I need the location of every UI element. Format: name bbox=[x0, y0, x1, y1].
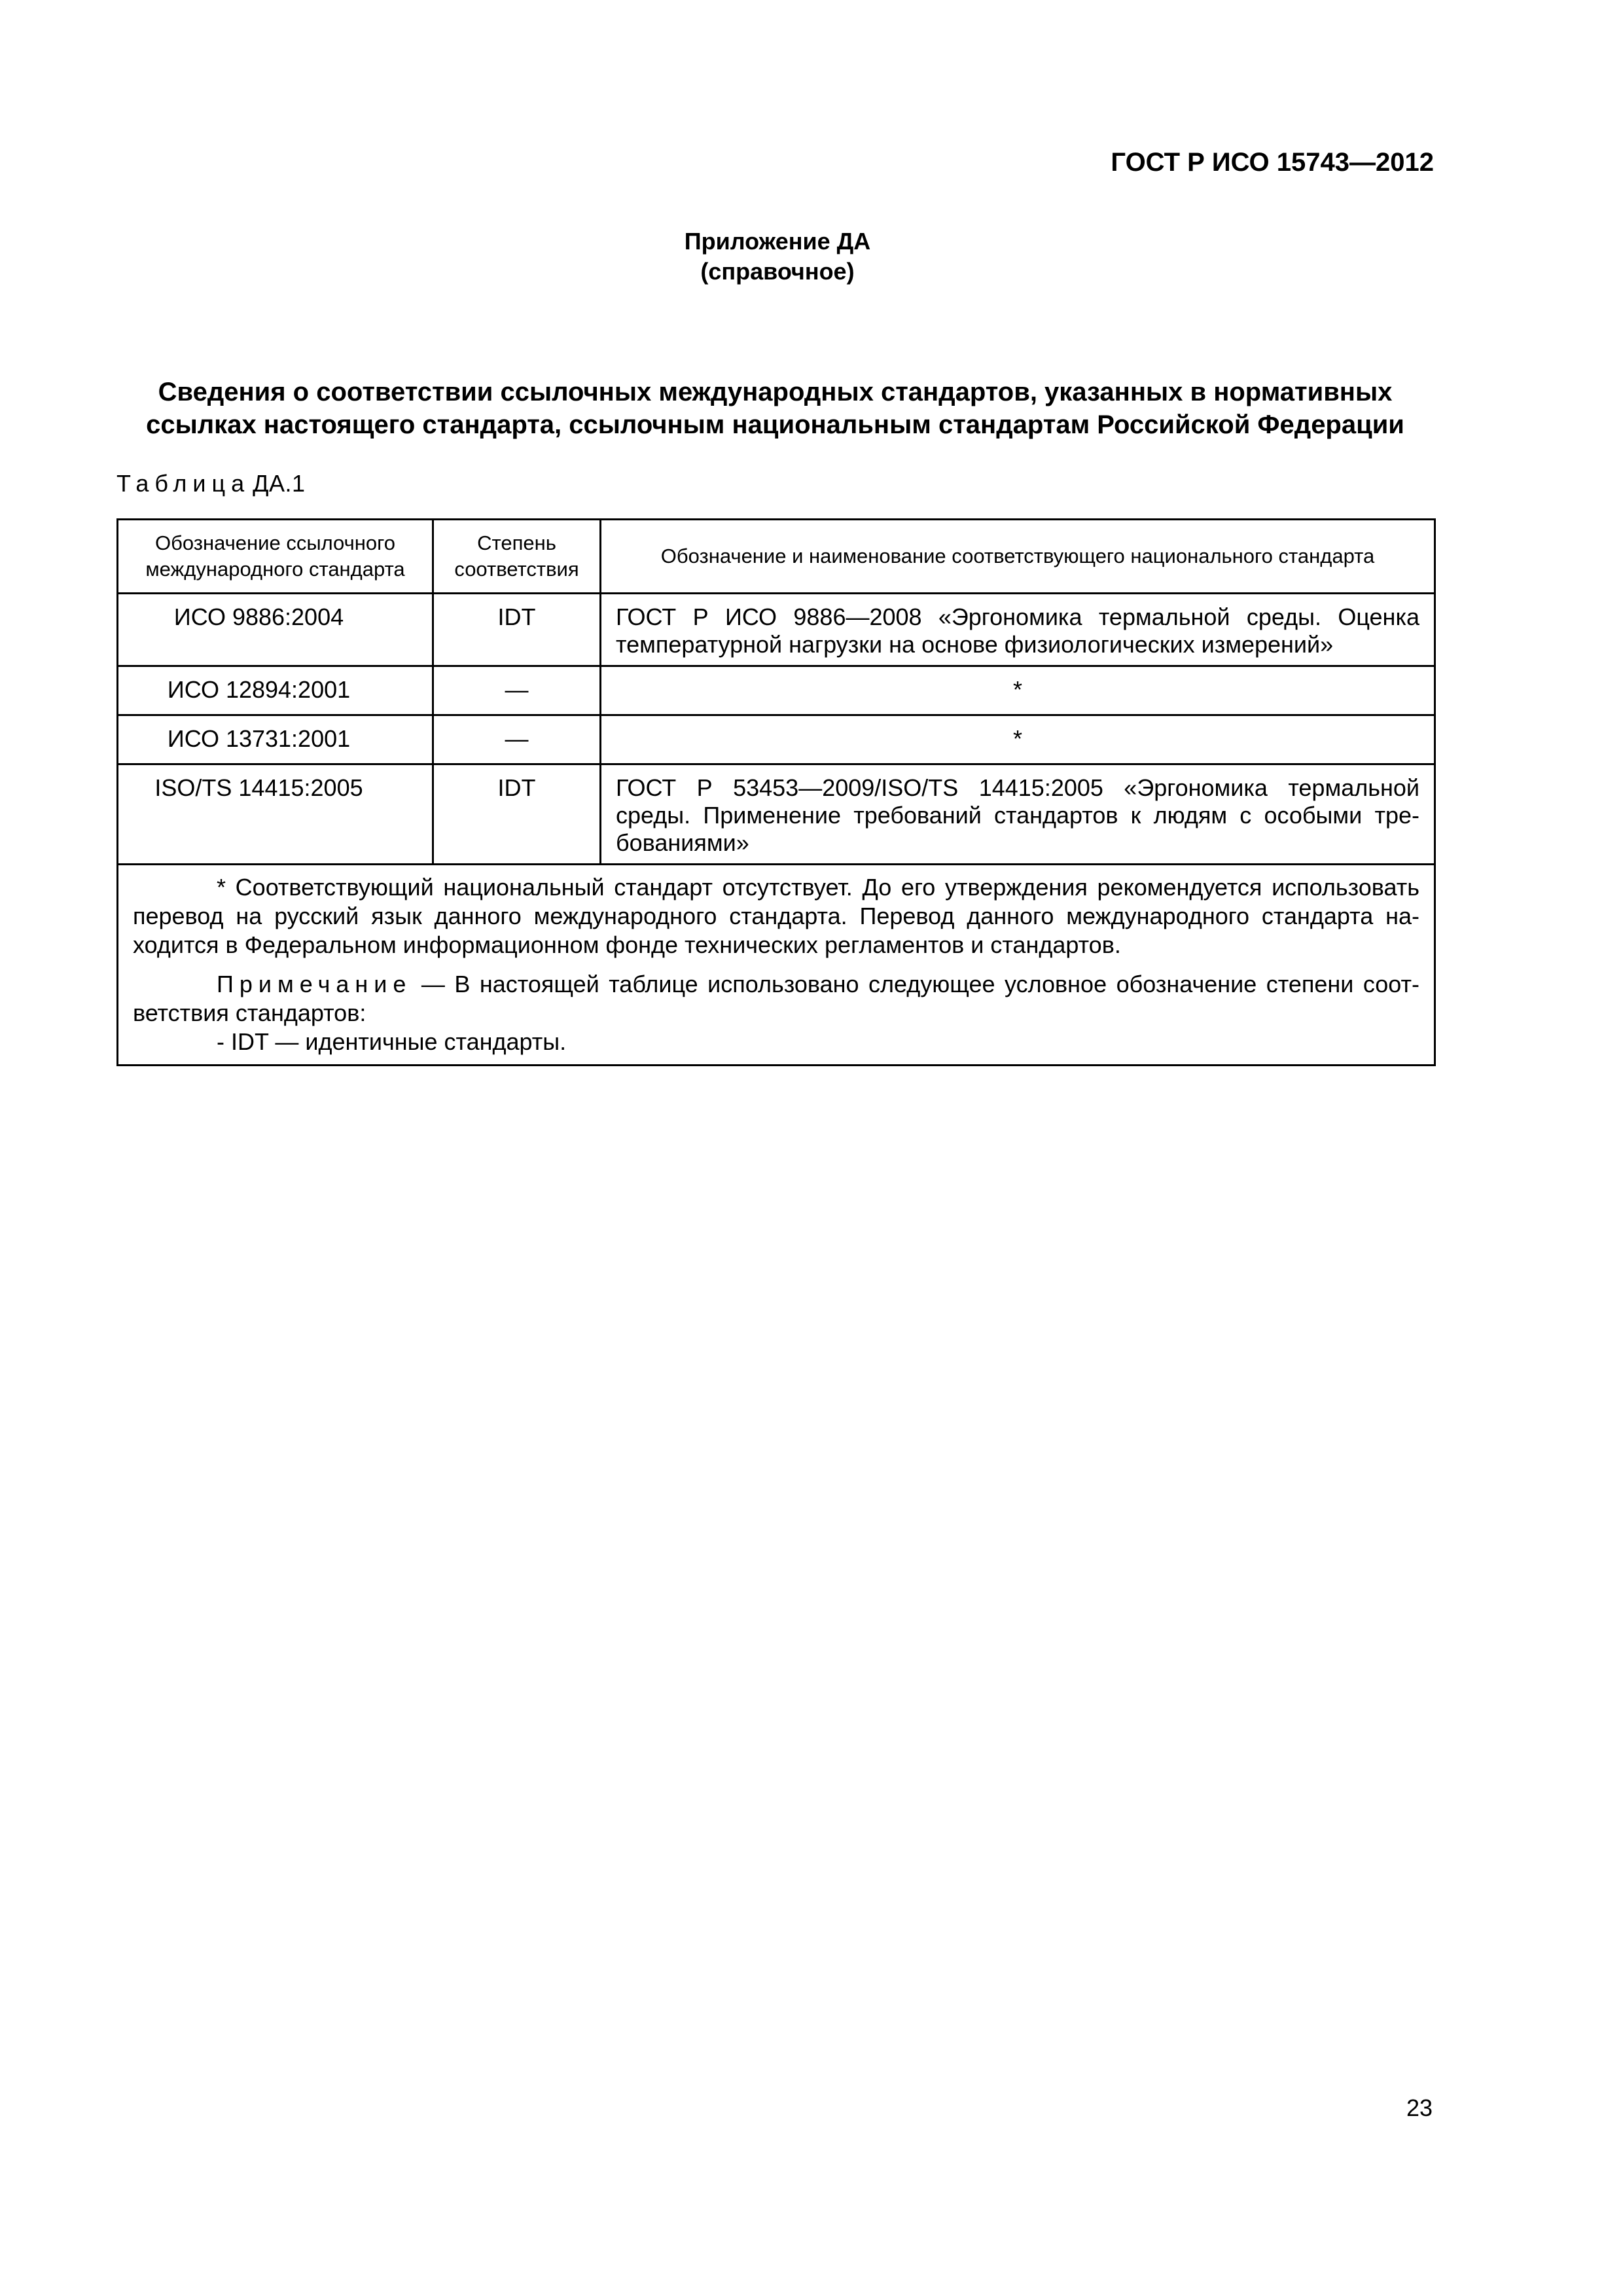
appendix-type: (справочное) bbox=[700, 258, 855, 285]
cell-national-standard: * bbox=[601, 666, 1435, 715]
cell-national-standard: ГОСТ Р 53453—2009/ISO/TS 14415:2005 «Эргономика термальной среды. Применение требований стандартов к людям с особыми тре-бованиями» bbox=[601, 764, 1435, 865]
note-label: Примечание bbox=[217, 971, 412, 997]
heading-line-2: ссылках настоящего стандарта, ссылочным национальным стандартам Российской Федерации bbox=[146, 410, 1404, 439]
cell-intl-standard: ИСО 13731:2001 bbox=[118, 715, 433, 764]
heading-line-1: Сведения о соответствии ссылочных международных стандартов, указанных в нормативных bbox=[158, 378, 1393, 406]
table-row bbox=[118, 666, 1435, 715]
table-row bbox=[118, 764, 1435, 865]
header-intl-standard: Обозначение ссылочного международного стандарта bbox=[118, 520, 433, 594]
header-national-standard: Обозначение и наименование соответствующего национального стандарта bbox=[601, 520, 1435, 594]
section-heading bbox=[116, 376, 1434, 441]
table-footer bbox=[118, 865, 1435, 1066]
cell-degree: IDT bbox=[433, 764, 601, 865]
appendix-title bbox=[0, 226, 1555, 287]
cell-degree: IDT bbox=[433, 594, 601, 666]
table-caption-word: Таблица bbox=[116, 470, 251, 497]
table-caption bbox=[116, 470, 306, 497]
table-header-row bbox=[118, 520, 1435, 594]
header-degree: Степень соответствия bbox=[433, 520, 601, 594]
cell-intl-standard: ИСО 9886:2004 bbox=[118, 594, 433, 666]
table-row bbox=[118, 715, 1435, 764]
appendix-label: Приложение ДА bbox=[684, 228, 871, 255]
cell-national-standard: ГОСТ Р ИСО 9886—2008 «Эргономика термальной среды. Оценка температурной нагрузки на основе физиологических измерений» bbox=[601, 594, 1435, 666]
cell-degree: — bbox=[433, 715, 601, 764]
document-code: ГОСТ Р ИСО 15743—2012 bbox=[1111, 148, 1434, 177]
table-caption-number: ДА.1 bbox=[253, 470, 306, 497]
table-footnote: * Соответствующий национальный стандарт отсутствует. До его утверждения рекомендуется использовать перевод на русский язык данного международного стандарта. Перевод данного международного стандарта на-ходится в Федеральном информационном фонде технических регламентов и стандартов. bbox=[133, 874, 1419, 958]
cell-intl-standard: ISO/TS 14415:2005 bbox=[118, 764, 433, 865]
table-footer-row bbox=[118, 865, 1435, 1066]
cell-degree: — bbox=[433, 666, 601, 715]
table-row bbox=[118, 594, 1435, 666]
correspondence-table bbox=[116, 518, 1436, 1066]
table-note bbox=[133, 970, 1419, 1028]
note-item: - IDT — идентичные стандарты. bbox=[217, 1028, 567, 1055]
note-text: — В настоящей таблице использовано следующее условное обозначение степени соот-ветствия стандартов: bbox=[133, 971, 1419, 1026]
cell-intl-standard: ИСО 12894:2001 bbox=[118, 666, 433, 715]
cell-national-standard: * bbox=[601, 715, 1435, 764]
page-number: 23 bbox=[1406, 2094, 1433, 2121]
